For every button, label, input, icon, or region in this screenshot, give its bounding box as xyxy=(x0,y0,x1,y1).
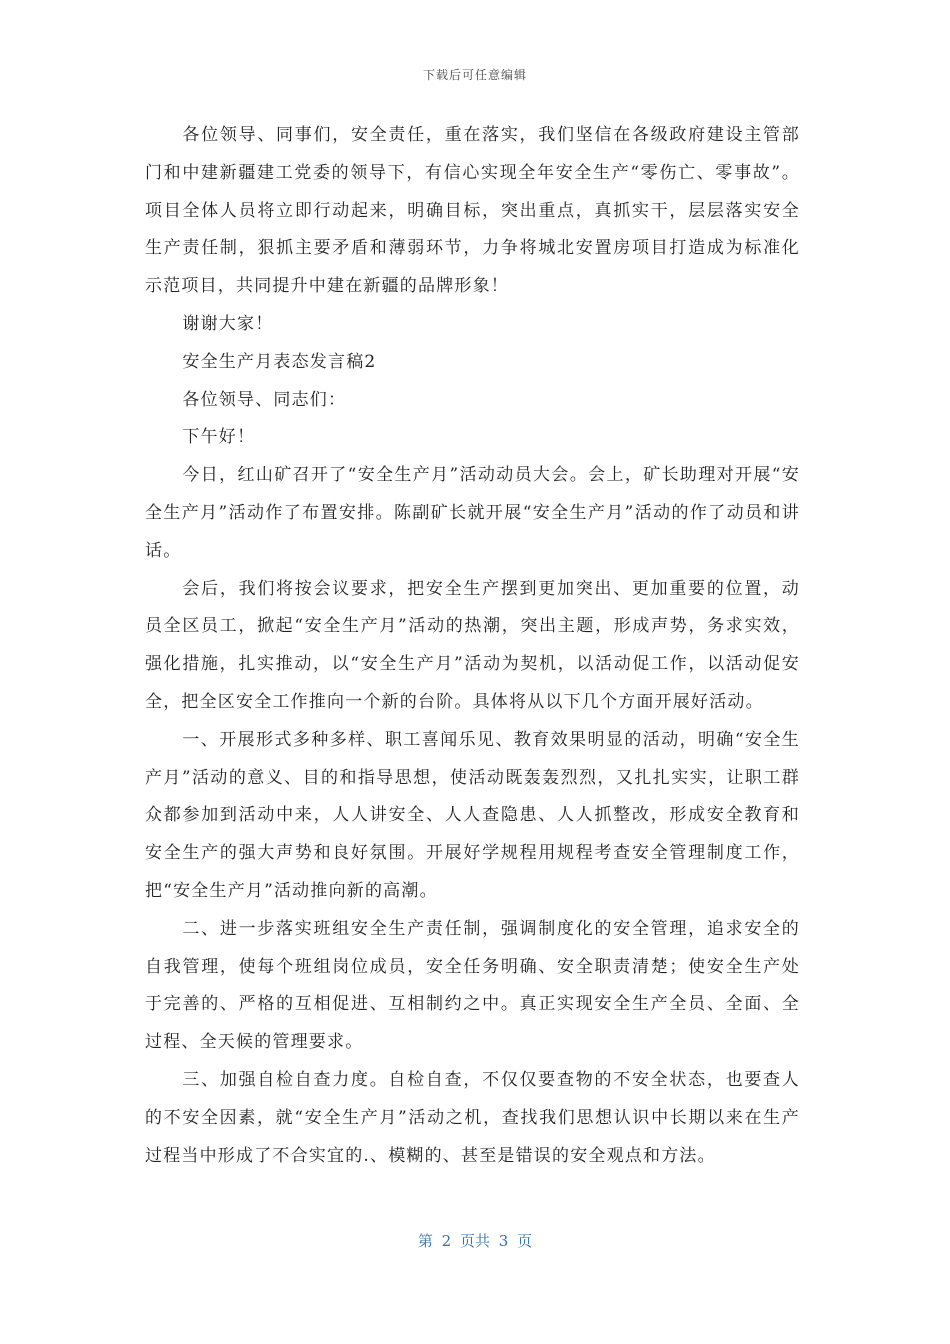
paragraph: 今日，红山矿召开了“安全生产月”活动动员大会。会上，矿长助理对开展“安全生产月”活动作了布置安排。陈副矿长就开展“安全生产月”活动的作了动员和讲话。 xyxy=(145,465,800,561)
paragraph: 一、开展形式多种多样、职工喜闻乐见、教育效果明显的活动，明确“安全生产月”活动的意义、目的和指导思想，使活动既轰轰烈烈，又扎扎实实，让职工群众都参加到活动中来，人人讲安全、人人查隐患、人人抓整改，形成安全教育和安全生产的强大声势和良好氛围。开展好学规程用规程考查安全管理制度工作，把“安全生产月”活动推向新的高潮。 xyxy=(145,729,800,901)
page-number: 第 2 页共 3 页 xyxy=(417,1232,533,1250)
paragraph: 二、进一步落实班组安全生产责任制，强调制度化的安全管理，追求安全的自我管理，使每个班组岗位成员，安全任务明确、安全职责清楚；使安全生产处于完善的、严格的互相促进、互相制约之中。真正实现安全生产全员、全面、全过程、全天候的管理要求。 xyxy=(145,918,800,1053)
salutation: 各位领导、同志们： xyxy=(182,389,347,410)
page-header: 下载后可任意编辑 xyxy=(422,68,527,82)
document-body xyxy=(145,117,800,1175)
page-footer xyxy=(0,1230,950,1251)
paragraph: 会后，我们将按会议要求，把安全生产摆到更加突出、更加重要的位置，动员全区员工，掀起“安全生产月”活动的热潮，突出主题，形成声势，务求实效，强化措施，扎实推动，以“安全生产月”活动为契机，以活动促工作，以活动促安全，把全区安全工作推向一个新的台阶。具体将从以下几个方面开展好活动。 xyxy=(145,578,800,712)
paragraph: 各位领导、同事们，安全责任，重在落实，我们坚信在各级政府建设主管部门和中建新疆建工党委的领导下，有信心实现全年安全生产“零伤亡、零事故”。项目全体人员将立即行动起来，明确目标，突出重点，真抓实干，层层落实安全生产责任制，狠抓主要矛盾和薄弱环节，力争将城北安置房项目打造成为标准化示范项目，共同提升中建在新疆的品牌形象！ xyxy=(145,125,800,297)
section-title: 安全生产月表态发言稿2 xyxy=(182,351,377,372)
paragraph: 谢谢大家！ xyxy=(182,313,274,334)
paragraph: 三、加强自检自查力度。自检自查，不仅仅要查物的不安全状态，也要查人的不安全因素，就“安全生产月”活动之机，查找我们思想认识中长期以来在生产过程当中形成了不合实宜的.、模糊的、甚至是错误的安全观点和方法。 xyxy=(145,1069,800,1166)
greeting: 下午好！ xyxy=(182,427,256,448)
